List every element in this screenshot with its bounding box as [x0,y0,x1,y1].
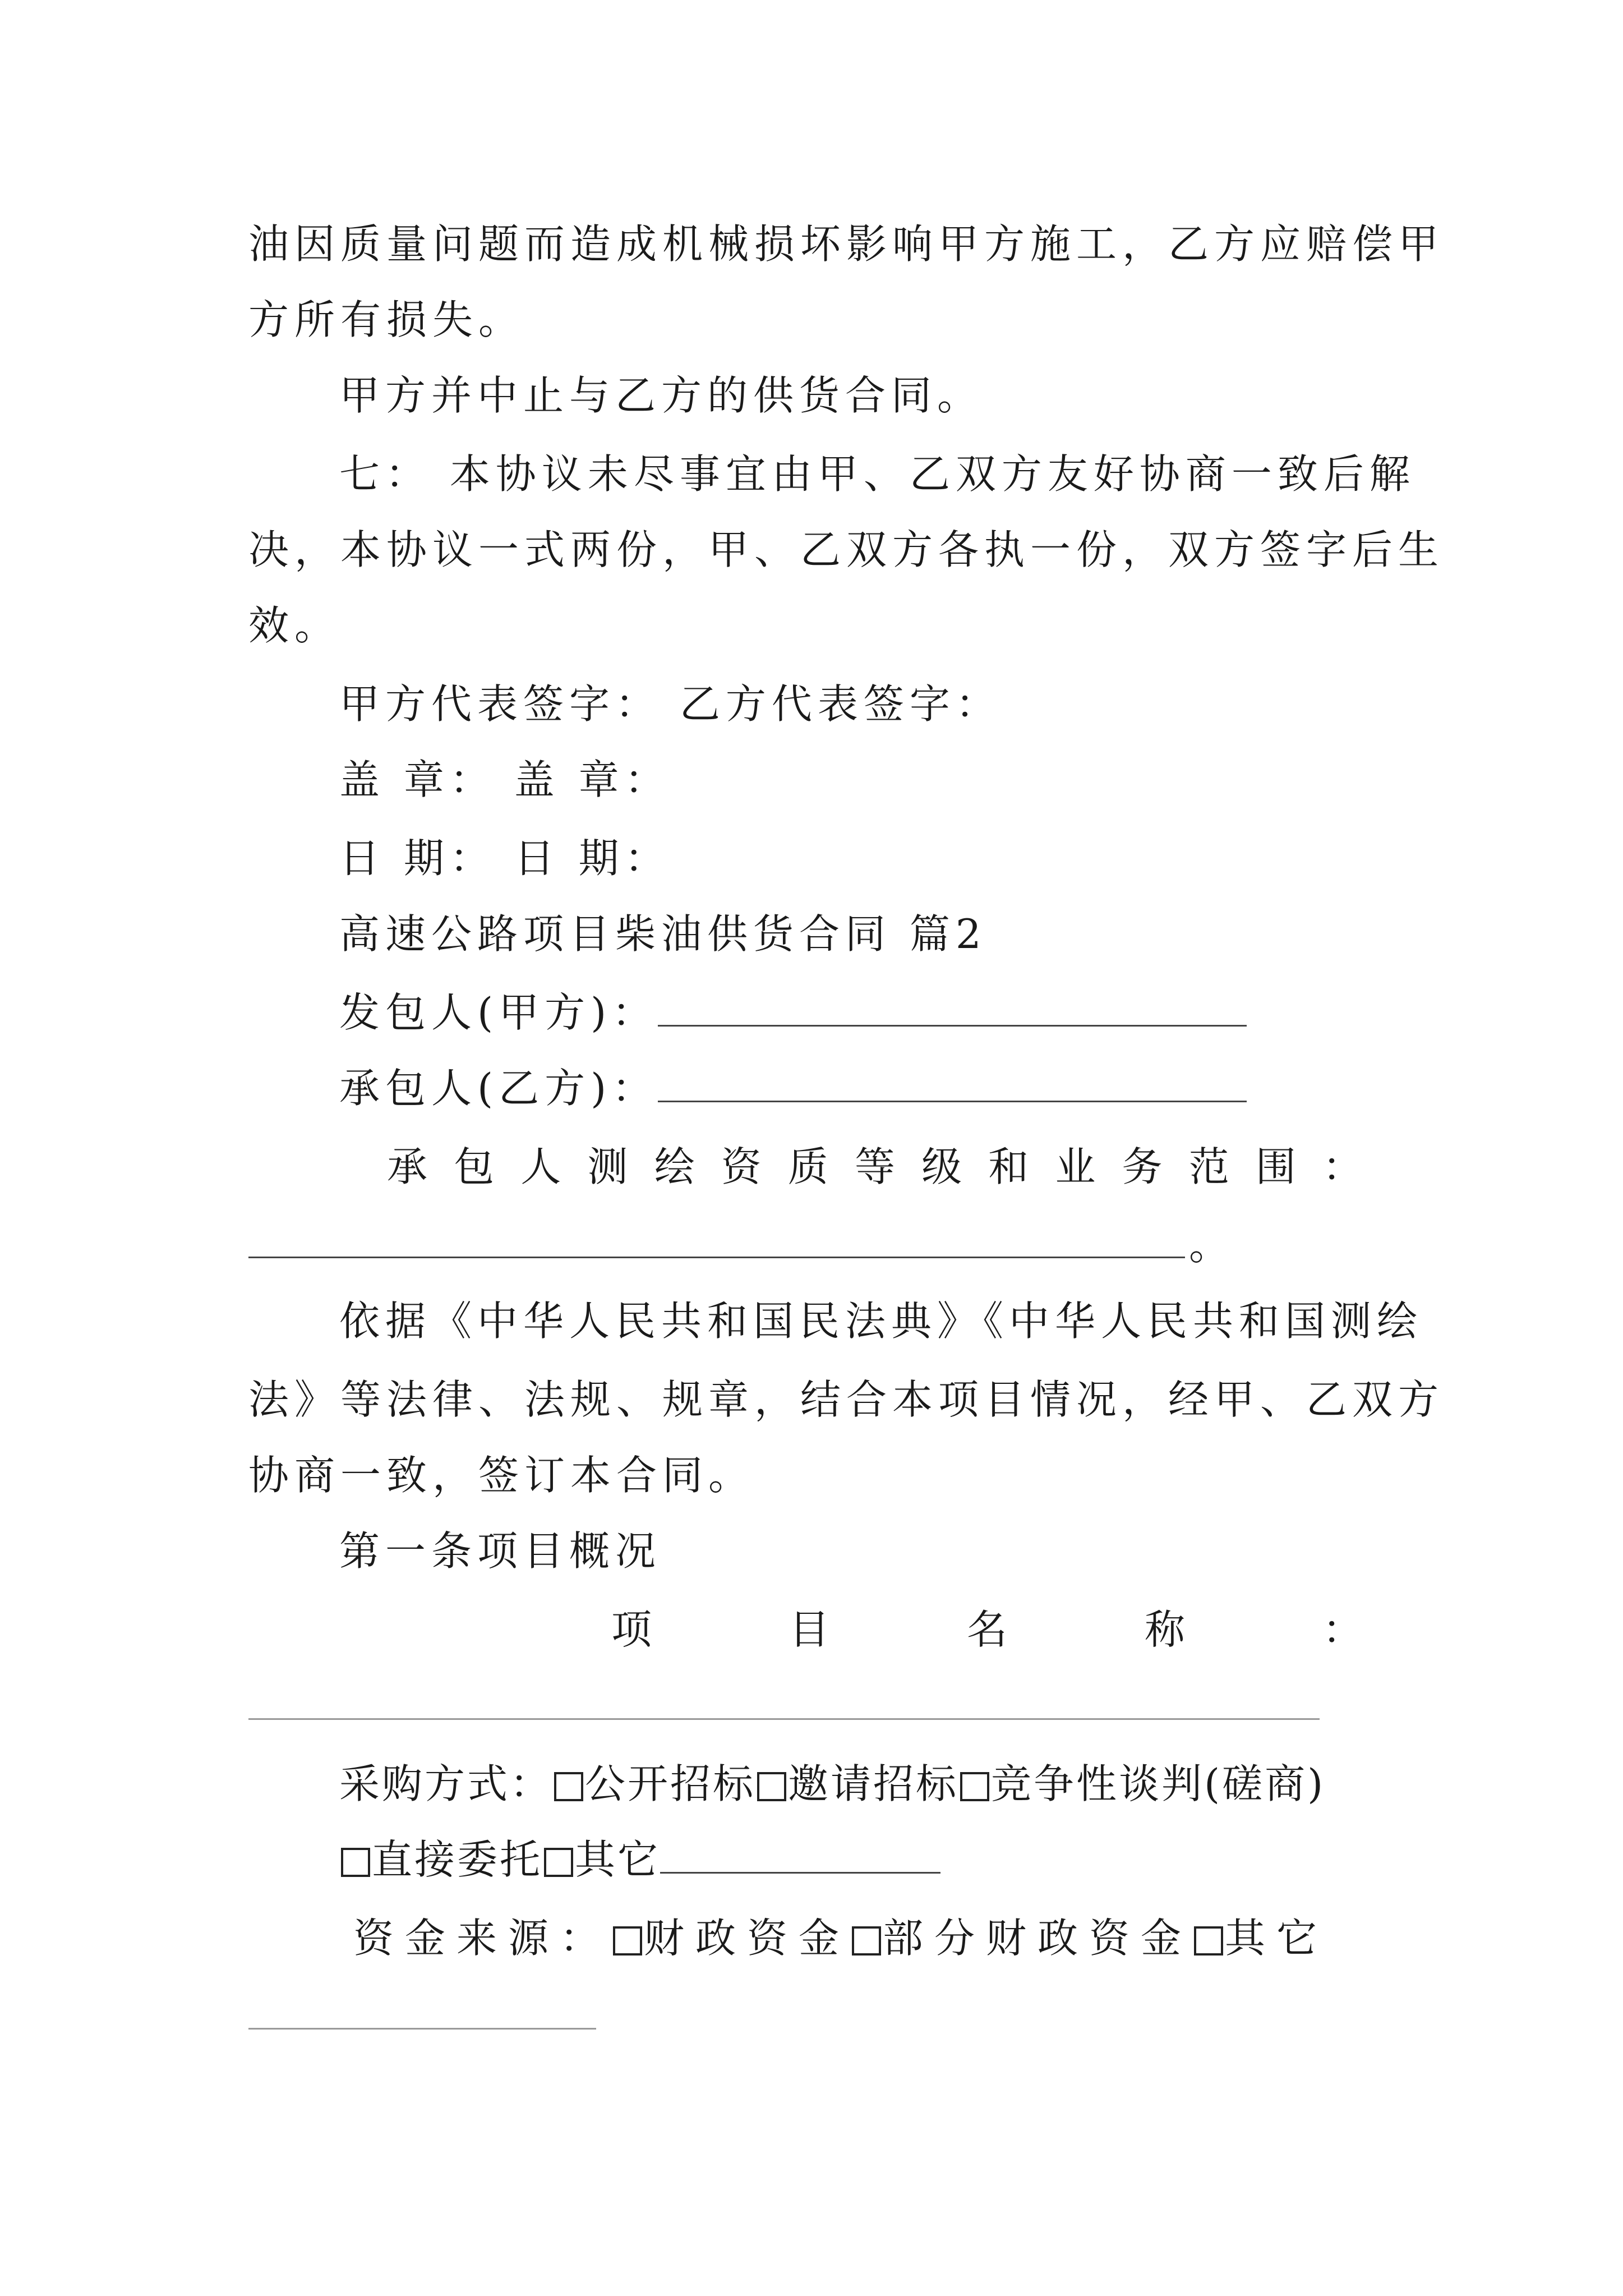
option-label: 其它 [1225,1915,1329,1962]
text-line: 法》等法律、法规、规章，结合本项目情况，经甲、乙双方 [248,1376,1445,1423]
text-line: 决，本协议一式两份，甲、乙双方各执一份，双方签字后生 [248,526,1445,573]
option-label: 直接委托 [372,1836,543,1883]
char: 级 [921,1143,962,1190]
signature-line: 甲方代表签字： 乙方代表签字： [339,680,1002,728]
blank-field [658,1064,1247,1102]
char: 绘 [654,1143,695,1190]
section-heading: 高速公路项目柴油供货合同 篇2 [339,910,987,958]
checkbox-icon[interactable] [554,1772,583,1801]
purchase-method-line [339,1756,1325,1812]
blank-field [658,988,1247,1027]
char: 名 [966,1606,1007,1653]
checkbox-icon[interactable] [341,1848,370,1877]
project-name-line [611,1602,1363,1658]
char: 质 [787,1143,828,1190]
checkbox-icon[interactable] [852,1926,881,1955]
qualification-line [387,1139,1363,1195]
option-label: 部分财政资金 [883,1915,1193,1962]
contractor-party-b-line [339,1060,1247,1116]
char: 业 [1055,1143,1096,1190]
checkbox-icon[interactable] [613,1926,642,1955]
purchase-method-label: 采购方式： [339,1760,553,1807]
seal-line: 盖 章： 盖 章： [339,756,671,803]
char: ： [1322,1143,1363,1190]
checkbox-icon[interactable] [1194,1926,1223,1955]
text-line: 协商一致，签订本合同。 [248,1452,755,1499]
period: 。 [1189,1222,1235,1269]
text-line: 依据《中华人民共和国民法典》《中华人民共和国测绘 [339,1297,1423,1345]
char: 包 [454,1143,495,1190]
char: 资 [721,1143,762,1190]
checkbox-icon[interactable] [544,1848,573,1877]
option-label: 竞争性谈判(磋商) [991,1760,1326,1807]
checkbox-icon[interactable] [960,1772,989,1801]
funding-source-label: 资金来源： [353,1915,612,1962]
option-label: 邀请招标 [788,1760,959,1807]
blank-field [248,1257,1185,1258]
char: 承 [387,1143,428,1190]
party-b-label: 承包人(乙方)： [339,1065,658,1112]
purchase-method-line-2 [339,1832,940,1888]
text-line: 效。 [248,602,341,649]
party-a-label: 发包人(甲方)： [339,989,658,1036]
date-line: 日 期： 日 期： [339,835,671,882]
char: 称 [1144,1606,1185,1653]
blank-field [248,1718,1320,1720]
article-one-heading: 第一条项目概况 [339,1527,662,1575]
char: 围 [1255,1143,1296,1190]
clause-seven: 七： 本协议未尽事宜由甲、乙双方友好协商一致后解 [339,450,1415,498]
char: 范 [1188,1143,1229,1190]
char: 和 [988,1143,1029,1190]
blank-field [248,2028,596,2030]
option-label: 财政资金 [644,1915,851,1962]
option-label: 公开招标 [585,1760,756,1807]
text-line: 方所有损失。 [248,296,525,343]
contractor-party-a-line [339,984,1247,1041]
funding-source-line [353,1910,1328,1966]
option-label: 其它 [575,1836,661,1883]
text-line: 油因质量问题而造成机械损坏影响甲方施工，乙方应赔偿甲 [248,220,1445,268]
text-line: 甲方并中止与乙方的供货合同。 [339,372,984,419]
blank-field [660,1835,940,1874]
char: ： [1322,1606,1363,1653]
char: 务 [1122,1143,1163,1190]
char: 目 [789,1606,829,1653]
char: 项 [611,1606,652,1653]
char: 测 [587,1143,628,1190]
char: 等 [854,1143,895,1190]
char: 人 [520,1143,561,1190]
checkbox-icon[interactable] [757,1772,786,1801]
